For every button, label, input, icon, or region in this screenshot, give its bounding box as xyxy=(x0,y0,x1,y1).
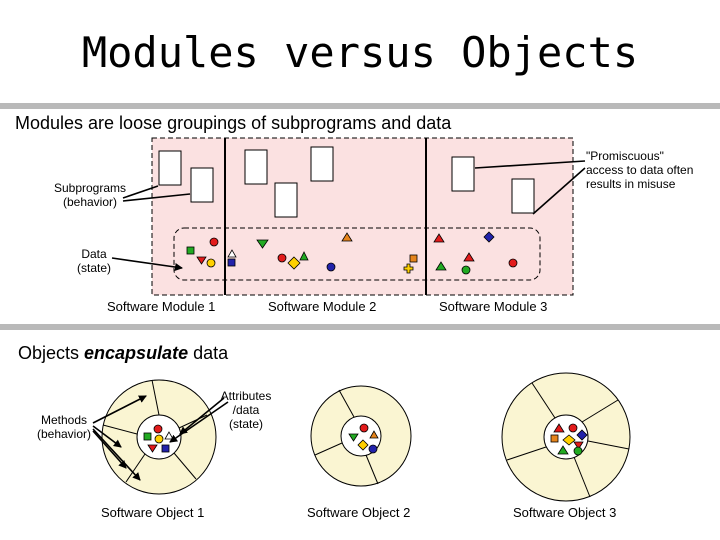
red-circle xyxy=(210,238,218,246)
subprogram-box xyxy=(311,147,333,181)
modules-area xyxy=(152,138,573,295)
red-circle xyxy=(569,424,577,432)
object-1-label: Software Object 1 xyxy=(101,505,205,520)
orange-square xyxy=(551,435,558,442)
blue-circle xyxy=(327,263,335,271)
red-circle xyxy=(360,424,368,432)
promiscuous-label: "Promiscuous" access to data often results in misuse xyxy=(586,149,694,191)
page-title: Modules versus Objects xyxy=(81,28,639,77)
green-circle xyxy=(574,447,582,455)
orange-square xyxy=(410,255,417,262)
subprogram-box xyxy=(452,157,474,191)
subprograms-label: Subprograms (behavior) xyxy=(53,181,127,209)
subprogram-box xyxy=(245,150,267,184)
object-2-label: Software Object 2 xyxy=(307,505,411,520)
modules-diagram xyxy=(112,138,585,295)
subprogram-box xyxy=(191,168,213,202)
yellow-circle xyxy=(207,259,215,267)
green-square xyxy=(144,433,151,440)
green-square xyxy=(187,247,194,254)
yellow-circle xyxy=(155,435,163,443)
objects-heading: Objects encapsulate data xyxy=(18,343,229,363)
object-3-label: Software Object 3 xyxy=(513,505,617,520)
green-circle xyxy=(462,266,470,274)
subprogram-box xyxy=(275,183,297,217)
module-2-label: Software Module 2 xyxy=(268,299,377,314)
modules-heading: Modules are loose groupings of subprograms and data xyxy=(15,113,452,133)
blue-square xyxy=(228,259,235,266)
red-circle xyxy=(154,425,162,433)
methods-label: Methods (behavior) xyxy=(36,413,92,441)
module-3-label: Software Module 3 xyxy=(439,299,548,314)
blue-circle xyxy=(369,445,377,453)
attributes-label: Attributes /data (state) xyxy=(220,389,272,431)
data-label: Data (state) xyxy=(76,247,111,275)
object-1-diagram xyxy=(93,380,228,494)
object-2-diagram xyxy=(311,386,411,486)
object-3-diagram xyxy=(502,373,630,501)
red-circle xyxy=(278,254,286,262)
module-1-label: Software Module 1 xyxy=(107,299,216,314)
red-circle xyxy=(509,259,517,267)
subprogram-box xyxy=(512,179,534,213)
subprogram-box xyxy=(159,151,181,185)
blue-square xyxy=(162,445,169,452)
